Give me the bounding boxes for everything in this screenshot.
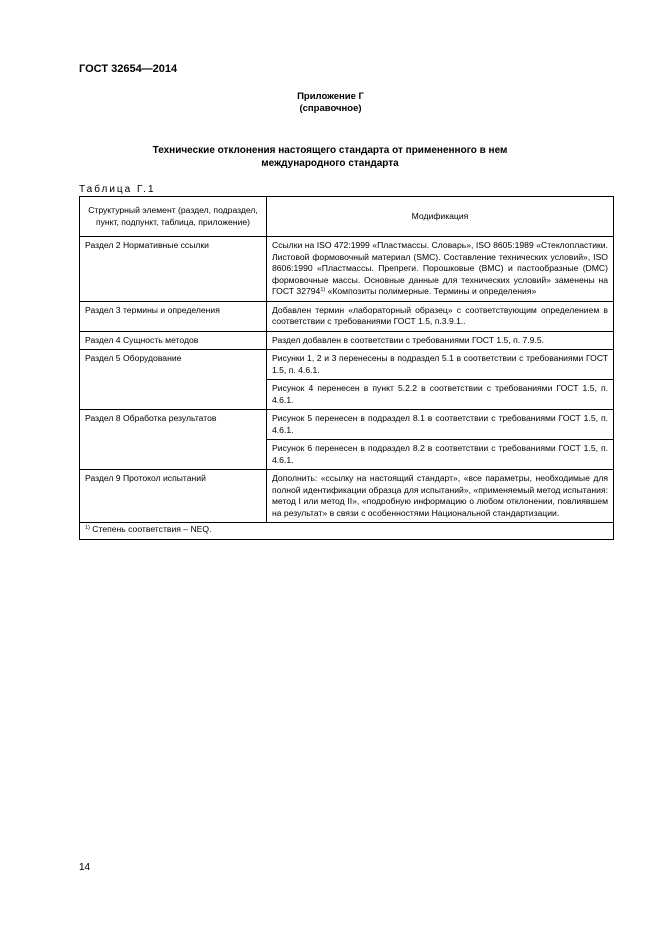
row-modification: Раздел добавлен в соответствии с требованиями ГОСТ 1.5, п. 7.9.5. (267, 331, 614, 350)
row-element: Раздел 2 Нормативные ссылки (80, 237, 267, 302)
table-row (80, 410, 614, 440)
deviations-table (79, 196, 614, 540)
column-header-element: Структурный элемент (раздел, подраздел, пункт, подпункт, таблица, приложение) (80, 197, 267, 237)
modification-text: Ссылки на ISO 472:1999 «Пластмассы. Словарь», ISO 8605:1989 «Стеклопластики. Листовой формовочный материал (SMC). Составление технических условий», ISO 8606:1990 «Пластмассы. Препреги. Порошковые (BMC) и пастообразные (DMC) формовочные массы. Основные данные для технических условий» заменены на ГОСТ 32794 (272, 240, 608, 296)
table-row (80, 470, 614, 523)
footnote-marker: 1) (85, 525, 90, 531)
row-modification: Рисунок 6 перенесен в подраздел 8.2 в соответствии с требованиями ГОСТ 1.5, п. 4.6.1. (267, 440, 614, 470)
row-element: Раздел 4 Сущность методов (80, 331, 267, 350)
row-modification: Рисунок 4 перенесен в пункт 5.2.2 в соответствии с требованиями ГОСТ 1.5, п. 4.6.1. (267, 380, 614, 410)
row-modification: Рисунок 5 перенесен в подраздел 8.1 в соответствии с требованиями ГОСТ 1.5, п. 4.6.1. (267, 410, 614, 440)
table-row (80, 350, 614, 380)
table-footnote (80, 523, 614, 540)
footnote-text: Степень соответствия – NEQ. (89, 524, 212, 534)
row-modification: Дополнить: «ссылку на настоящий стандарт», «все параметры, необходимые для полной идентификации образца для испытаний», «применяемый метод испытания: метод I или метод II», «подробную информацию о любом отклонении, повлиявшем на результат» в связи с особенностями Национальной стандартизации. (267, 470, 614, 523)
table-footnote-row (80, 523, 614, 540)
table-caption: Таблица Г.1 (79, 184, 156, 195)
row-element: Раздел 8 Обработка результатов (80, 410, 267, 470)
table-row (80, 301, 614, 331)
document-code: ГОСТ 32654—2014 (79, 63, 178, 75)
row-element: Раздел 9 Протокол испытаний (80, 470, 267, 523)
table-row (80, 237, 614, 302)
row-modification: Добавлен термин «лабораторный образец» с соответствующим определением в соответствии с требованиями ГОСТ 1.5, п.3.9.1.. (267, 301, 614, 331)
row-modification: Рисунки 1, 2 и 3 перенесены в подраздел 5.1 в соответствии с требованиями ГОСТ 1.5, п. 4.6.1. (267, 350, 614, 380)
footnote-marker: 1) (320, 287, 326, 293)
modification-text-cont: «Композиты полимерные. Термины и определения» (325, 286, 537, 296)
table-row (80, 331, 614, 350)
table-header-row (80, 197, 614, 237)
annex-subtitle: (справочное) (299, 103, 362, 114)
heading-line-2: международного стандарта (261, 157, 399, 169)
row-element: Раздел 3 термины и определения (80, 301, 267, 331)
row-modification (267, 237, 614, 302)
heading-line-1: Технические отклонения настоящего стандарта от примененного в нем (152, 145, 508, 156)
column-header-modification: Модификация (267, 197, 614, 237)
page-number: 14 (79, 862, 91, 873)
row-element: Раздел 5 Оборудование (80, 350, 267, 410)
annex-title: Приложение Г (297, 91, 364, 102)
section-heading (80, 145, 580, 170)
